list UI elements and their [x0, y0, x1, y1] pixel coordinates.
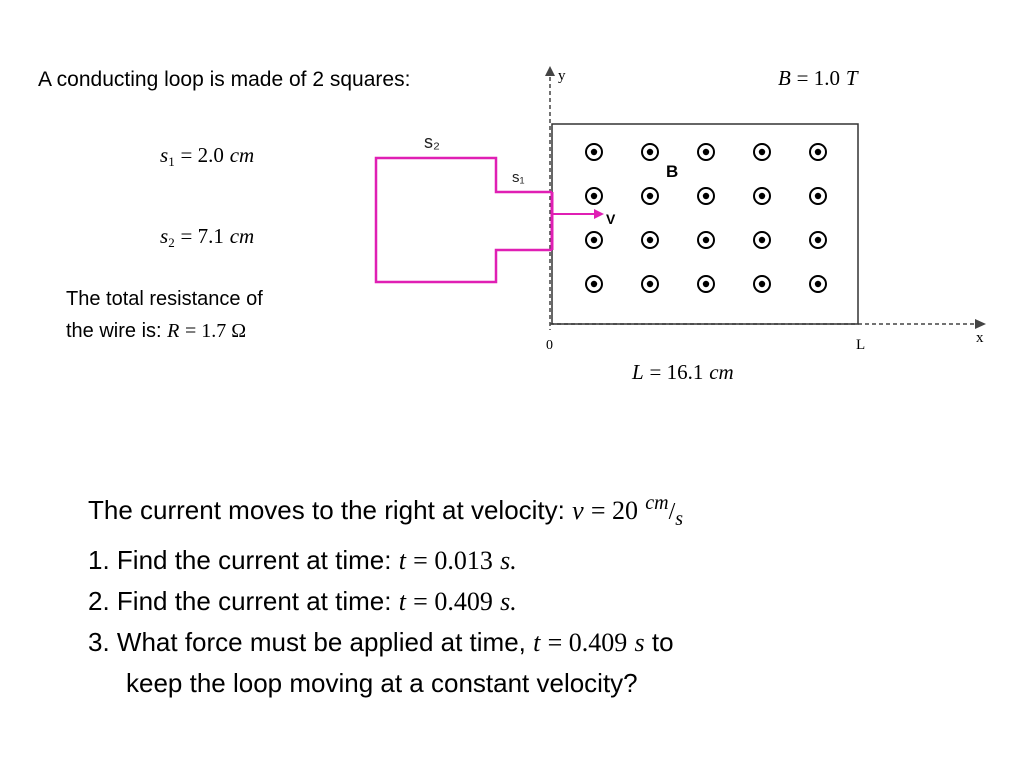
field-out-of-page-icon: [698, 276, 714, 292]
velocity-statement: The current moves to the right at velocity: v = 20 $^{cm}/_s$: [88, 492, 684, 530]
question-3-symbol: t: [533, 628, 541, 657]
field-dot-grid: [586, 144, 826, 292]
question-2-text: 2. Find the current at time:: [88, 586, 392, 616]
field-out-of-page-icon: [642, 276, 658, 292]
question-1-value: = 0.013: [413, 546, 493, 575]
field-out-of-page-icon: [586, 188, 602, 204]
field-out-of-page-icon: [586, 276, 602, 292]
field-out-of-page-icon: [586, 144, 602, 160]
question-3-tail: to: [651, 627, 674, 657]
field-out-of-page-icon: [810, 188, 826, 204]
question-1-text: 1. Find the current at time:: [88, 545, 392, 575]
field-out-of-page-icon: [754, 188, 770, 204]
x-axis-label: x: [976, 330, 984, 346]
velocity-intro-text: The current moves to the right at velocity:: [88, 495, 565, 525]
s1-symbol: s: [160, 143, 169, 167]
conducting-loop: [376, 158, 552, 282]
resistance-line-1: The total resistance of: [66, 288, 263, 310]
question-1: [88, 540, 683, 581]
velocity-label: V: [606, 211, 616, 227]
field-out-of-page-icon: [698, 144, 714, 160]
question-2-symbol: t: [398, 587, 406, 616]
loop-label-s1: s₁: [512, 169, 525, 186]
loop-label-s2: s₂: [424, 132, 440, 152]
s2-symbol: s: [160, 224, 169, 248]
intro-text: A conducting loop is made of 2 squares:: [38, 68, 411, 91]
field-out-of-page-icon: [810, 276, 826, 292]
question-3-continuation: keep the loop moving at a constant velocity?: [126, 668, 638, 698]
question-2-value: = 0.409: [413, 587, 493, 616]
field-symbol: B: [778, 66, 791, 90]
s2-value: = 7.1: [180, 224, 224, 248]
question-block: [88, 483, 683, 704]
question-3-unit: s: [634, 628, 645, 657]
length-unit: cm: [709, 360, 734, 384]
field-out-of-page-icon: [698, 232, 714, 248]
s1-unit: cm: [229, 143, 255, 167]
s1-subscript: 1: [168, 154, 175, 169]
field-out-of-page-icon: [754, 276, 770, 292]
question-1-symbol: t: [398, 546, 406, 575]
question-3: [88, 622, 683, 663]
field-out-of-page-icon: [586, 232, 602, 248]
question-2: [88, 581, 683, 622]
y-axis-arrow-icon: [545, 66, 555, 76]
length-value: = 16.1: [649, 360, 704, 384]
length-symbol: L: [632, 360, 644, 384]
field-value: = 1.0: [796, 66, 841, 90]
question-3-text: 3. What force must be applied at time,: [88, 627, 526, 657]
field-out-of-page-icon: [810, 232, 826, 248]
question-3-value: = 0.409: [547, 628, 628, 657]
velocity-symbol: v: [572, 496, 584, 525]
velocity-unit-numerator: cm: [645, 492, 669, 514]
region-end-label: L: [856, 337, 866, 353]
resistance-prefix: the wire is:: [66, 320, 162, 342]
field-out-of-page-icon: [698, 188, 714, 204]
field-out-of-page-icon: [754, 232, 770, 248]
y-axis-label: y: [558, 68, 566, 84]
question-1-unit: s.: [500, 546, 517, 575]
field-out-of-page-icon: [754, 144, 770, 160]
origin-label: 0: [546, 338, 553, 353]
field-label-inside: B: [666, 162, 679, 181]
velocity-unit-denominator: s: [675, 508, 684, 530]
field-unit: T: [845, 66, 858, 90]
x-axis-arrow-icon: [975, 319, 986, 329]
resistance-value: = 1.7 Ω: [184, 320, 247, 342]
field-out-of-page-icon: [810, 144, 826, 160]
s2-subscript: 2: [168, 235, 175, 250]
velocity-value: = 20: [590, 496, 639, 525]
question-2-unit: s.: [500, 587, 517, 616]
s1-value: = 2.0: [180, 143, 224, 167]
field-out-of-page-icon: [642, 188, 658, 204]
resistance-symbol: R: [167, 320, 180, 342]
velocity-arrowhead-icon: [594, 209, 604, 219]
s2-unit: cm: [229, 224, 255, 248]
field-out-of-page-icon: [642, 144, 658, 160]
field-out-of-page-icon: [642, 232, 658, 248]
